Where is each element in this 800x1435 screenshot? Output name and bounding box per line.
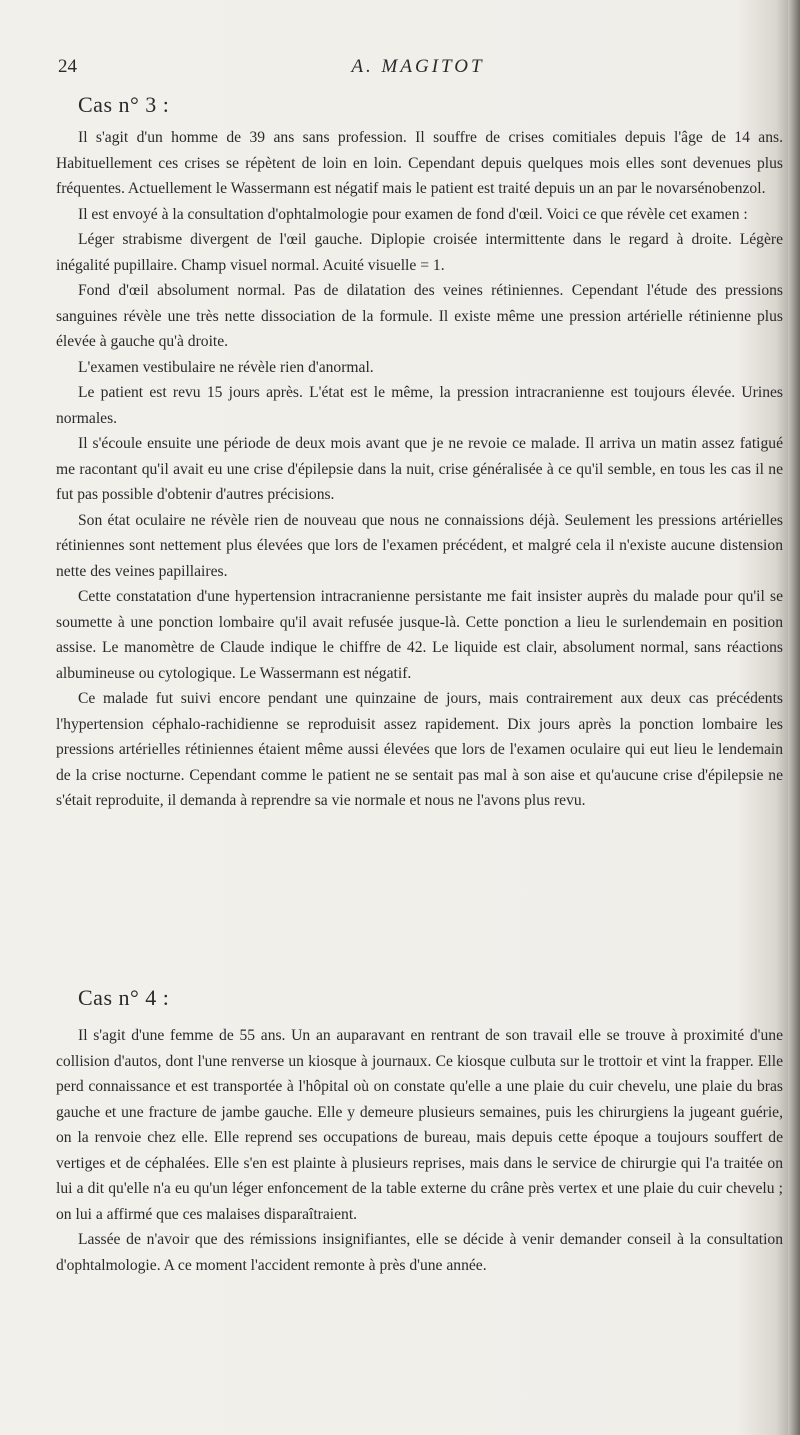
case-4-title: Cas n° 4 : bbox=[78, 985, 170, 1010]
page-number: 24 bbox=[58, 56, 77, 77]
paragraph: L'examen vestibulaire ne révèle rien d'anormal. bbox=[78, 358, 374, 376]
running-head: A. MAGITOT bbox=[351, 56, 485, 77]
case-3-body bbox=[56, 125, 783, 814]
paragraph: Léger strabisme divergent de l'œil gauche. Diplopie croisée intermittente dans le regard à droite. Légère inégalité pupillaire. Champ visuel normal. Acuité visuelle = 1. bbox=[56, 231, 783, 274]
page-header bbox=[58, 56, 778, 82]
paragraph: Le patient est revu 15 jours après. L'état est le même, la pression intracranienne est toujours élevée. Urines normales. bbox=[56, 384, 783, 427]
paragraph: Il s'agit d'une femme de 55 ans. Un an auparavant en rentrant de son travail elle se trouve à proximité d'une collision d'autos, dont l'une renverse un kiosque à journaux. Ce kiosque culbuta sur le trottoir et vint la frapper. Elle perd connaissance et est transportée à l'hôpital où on constate qu'elle a une plaie du cuir chevelu, une plaie du bras gauche et une fracture de jambe gauche. Elle y demeure plusieurs semaines, puis les chirurgiens la jugeant guérie, on la renvoie chez elle. Elle reprend ses occupations de bureau, mais depuis cette époque a toujours souffert de vertiges et de céphalées. Elle s'en est plainte à plusieurs reprises, mais dans le service de chirurgie qui l'a traitée on lui a dit qu'elle n'a eu qu'un léger enfoncement de la table externe du crâne près vertex et une plaie du cuir chevelu ; on lui a affirmé que ces malaises disparaîtraient. bbox=[56, 1027, 783, 1223]
page-edge-shadow bbox=[788, 0, 800, 1435]
paragraph: Il est envoyé à la consultation d'ophtalmologie pour examen de fond d'œil. Voici ce que révèle cet examen : bbox=[78, 205, 748, 223]
paragraph: Lassée de n'avoir que des rémissions insignifiantes, elle se décide à venir demander conseil à la consultation d'ophtalmologie. A ce moment l'accident remonte à près d'une année. bbox=[56, 1231, 783, 1274]
paragraph: Son état oculaire ne révèle rien de nouveau que nous ne connaissions déjà. Seulement les pressions artérielles rétiniennes sont nettement plus élevées que lors de l'examen précédent, et malgré cela il n'existe aucune distension nette des veines papillaires. bbox=[56, 511, 783, 580]
case-3-title: Cas n° 3 : bbox=[78, 92, 170, 117]
paragraph: Il s'écoule ensuite une période de deux mois avant que je ne revoie ce malade. Il arriva un matin assez fatigué me racontant qu'il avait eu une crise d'épilepsie dans la nuit, crise généralisée à ce qu'il semble, en tous les cas il ne fut pas possible d'obtenir d'autres précisions. bbox=[56, 435, 783, 503]
paragraph: Cette constatation d'une hypertension intracranienne persistante me fait insister auprès du malade pour qu'il se soumette à une ponction lombaire qu'il avait refusée jusque-là. Cette ponction a lieu le surlendemain en position assise. Le manomètre de Claude indique le chiffre de 42. Le liquide est clair, absolument normal, sans réactions albumineuse ou cytologique. Le Wassermann est négatif. bbox=[56, 588, 783, 682]
paragraph: Ce malade fut suivi encore pendant une quinzaine de jours, mais contrairement aux deux cas précédents l'hypertension céphalo-rachidienne se reproduisit assez rapidement. Dix jours après la ponction lombaire les pressions artérielles rétiniennes étaient même aussi élevées que lors de l'examen oculaire qui eut lieu le lendemain de la crise nocturne. Cependant comme le patient ne se sentait pas mal à son aise et qu'aucune crise d'épilepsie ne s'était reproduite, il demanda à reprendre sa vie normale et nous ne l'avons plus revu. bbox=[56, 690, 783, 809]
paragraph: Fond d'œil absolument normal. Pas de dilatation des veines rétiniennes. Cependant l'étude des pressions sanguines révèle une très nette dissociation de la formule. Il existe même une pression artérielle rétinienne plus élevée à gauche qu'à droite. bbox=[56, 282, 783, 350]
case-4-body bbox=[56, 1023, 783, 1278]
paragraph: Il s'agit d'un homme de 39 ans sans profession. Il souffre de crises comitiales depuis l'âge de 14 ans. Habituellement ces crises se répètent de loin en loin. Cependant depuis quelques mois elles sont devenues plus fréquentes. Actuellement le Wassermann est négatif mais le patient est traité depuis un an par le novarsénobenzol. bbox=[56, 129, 783, 197]
